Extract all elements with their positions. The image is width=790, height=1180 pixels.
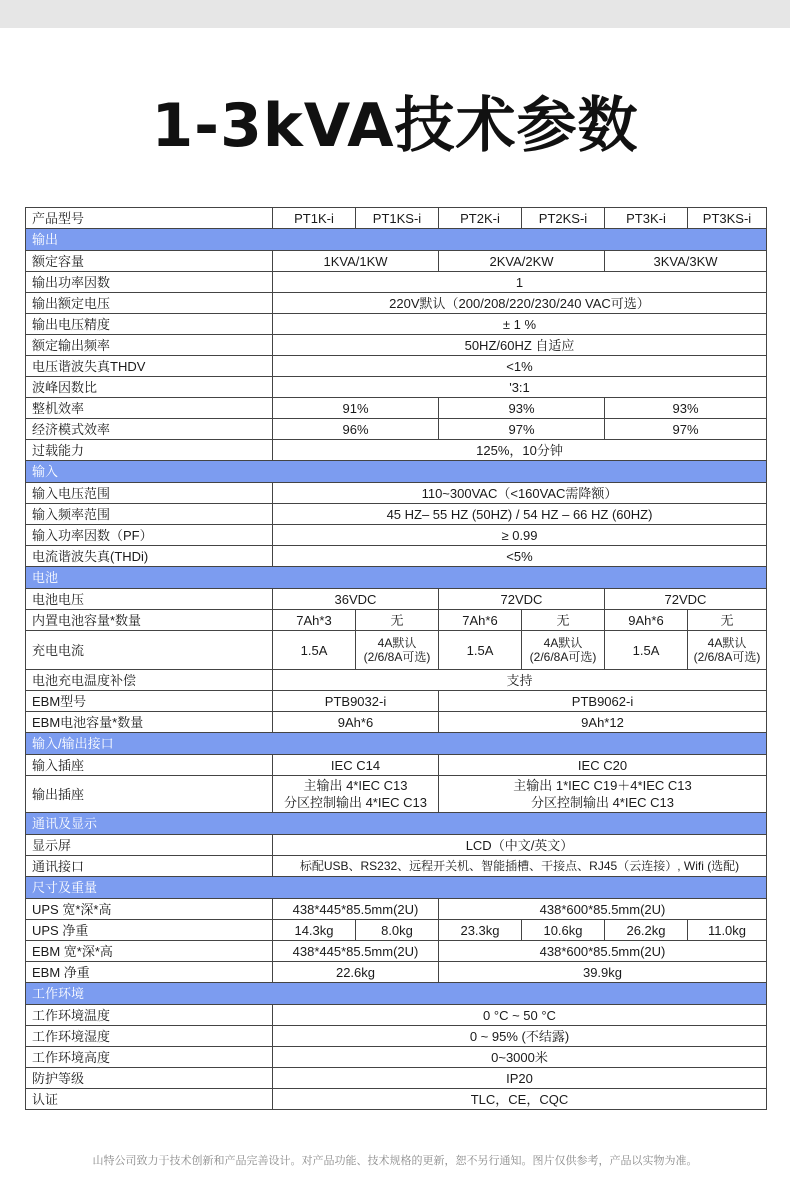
cell-value: LCD（中文/英文） — [273, 835, 767, 856]
row-label: 防护等级 — [26, 1068, 273, 1089]
table-row — [26, 631, 767, 670]
cell-value: 438*445*85.5mm(2U) — [273, 941, 439, 962]
cell-value: 97% — [439, 419, 605, 440]
row-label: 整机效率 — [26, 398, 273, 419]
cell-value: 22.6kg — [273, 962, 439, 983]
table-row — [26, 314, 767, 335]
row-label: 波峰因数比 — [26, 377, 273, 398]
table-row — [26, 525, 767, 546]
cell-value: 26.2kg — [605, 920, 688, 941]
table-row-header — [26, 208, 767, 229]
row-label: 输入功率因数（PF） — [26, 525, 273, 546]
table-row — [26, 610, 767, 631]
cell-value: 无 — [522, 610, 605, 631]
cell-value: 9Ah*6 — [273, 712, 439, 733]
cell-value: 93% — [605, 398, 767, 419]
table-row — [26, 712, 767, 733]
model-name: PT2K-i — [439, 208, 522, 229]
cell-value: 9Ah*6 — [605, 610, 688, 631]
table-row — [26, 293, 767, 314]
cell-value: 7Ah*3 — [273, 610, 356, 631]
cell-value: 96% — [273, 419, 439, 440]
cell-value: 1.5A — [605, 631, 688, 670]
cell-value: 4A默认 (2/6/8A可选) — [522, 631, 605, 670]
cell-value: 45 HZ– 55 HZ (50HZ) / 54 HZ – 66 HZ (60HZ) — [273, 504, 767, 525]
row-label: UPS 宽*深*高 — [26, 899, 273, 920]
table-row — [26, 899, 767, 920]
cell-value: 7Ah*6 — [439, 610, 522, 631]
table-row — [26, 1047, 767, 1068]
cell-value: 438*600*85.5mm(2U) — [439, 941, 767, 962]
table-row — [26, 1026, 767, 1047]
cell-value: 无 — [688, 610, 767, 631]
table-row — [26, 962, 767, 983]
cell-value: 0 °C ~ 50 °C — [273, 1005, 767, 1026]
cell-value: 110~300VAC（<160VAC需降额） — [273, 483, 767, 504]
cell-value: 支持 — [273, 670, 767, 691]
cell-value: PTB9032-i — [273, 691, 439, 712]
cell-value: TLC，CE，CQC — [273, 1089, 767, 1110]
cell-value: 8.0kg — [356, 920, 439, 941]
cell-value: 1KVA/1KW — [273, 251, 439, 272]
model-name: PT1K-i — [273, 208, 356, 229]
cell-value: <1% — [273, 356, 767, 377]
table-row — [26, 670, 767, 691]
table-row — [26, 589, 767, 610]
row-label: 输入频率范围 — [26, 504, 273, 525]
section-header-battery: 电池 — [26, 567, 767, 589]
cell-value: 91% — [273, 398, 439, 419]
table-row — [26, 335, 767, 356]
row-label: 显示屏 — [26, 835, 273, 856]
row-label: EBM电池容量*数量 — [26, 712, 273, 733]
cell-value: 72VDC — [605, 589, 767, 610]
cell-value: 10.6kg — [522, 920, 605, 941]
table-row — [26, 356, 767, 377]
row-label: 额定输出频率 — [26, 335, 273, 356]
table-row — [26, 483, 767, 504]
model-name: PT1KS-i — [356, 208, 439, 229]
cell-value: 1.5A — [273, 631, 356, 670]
table-row — [26, 856, 767, 877]
table-row — [26, 272, 767, 293]
section-header-input: 输入 — [26, 461, 767, 483]
cell-value: 1.5A — [439, 631, 522, 670]
section-header-comm: 通讯及显示 — [26, 813, 767, 835]
cell-value: 50HZ/60HZ 自适应 — [273, 335, 767, 356]
cell-value: 125%，10分钟 — [273, 440, 767, 461]
section-header-env: 工作环境 — [26, 983, 767, 1005]
cell-value: 39.9kg — [439, 962, 767, 983]
row-label: 工作环境湿度 — [26, 1026, 273, 1047]
cell-value: 72VDC — [439, 589, 605, 610]
row-label: EBM 净重 — [26, 962, 273, 983]
row-label: 电池电压 — [26, 589, 273, 610]
table-row — [26, 440, 767, 461]
cell-value: IEC C14 — [273, 755, 439, 776]
row-label: 输入插座 — [26, 755, 273, 776]
cell-value: PTB9062-i — [439, 691, 767, 712]
cell-value: 97% — [605, 419, 767, 440]
cell-value: 1 — [273, 272, 767, 293]
table-row — [26, 398, 767, 419]
table-row — [26, 1089, 767, 1110]
footer-note: 山特公司致力于技术创新和产品完善设计。对产品功能、技术规格的更新，恕不另行通知。图片仅供参考，产品以实物为准。 — [92, 1155, 698, 1167]
row-label: EBM型号 — [26, 691, 273, 712]
cell-value: '3:1 — [273, 377, 767, 398]
table-row — [26, 546, 767, 567]
row-label: 内置电池容量*数量 — [26, 610, 273, 631]
model-name: PT3K-i — [605, 208, 688, 229]
cell-value: 无 — [356, 610, 439, 631]
table-row — [26, 920, 767, 941]
cell-value: 0 ~ 95% (不结露) — [273, 1026, 767, 1047]
row-label: 额定容量 — [26, 251, 273, 272]
cell-value: 4A默认 (2/6/8A可选) — [688, 631, 767, 670]
cell-value: 主输出 4*IEC C13 分区控制输出 4*IEC C13 — [273, 776, 439, 813]
row-label: 输出插座 — [26, 776, 273, 813]
cell-value: 23.3kg — [439, 920, 522, 941]
cell-value: IEC C20 — [439, 755, 767, 776]
section-header-output: 输出 — [26, 229, 767, 251]
cell-value: 220V默认（200/208/220/230/240 VAC可选） — [273, 293, 767, 314]
row-label: 过载能力 — [26, 440, 273, 461]
cell-value: ± 1 % — [273, 314, 767, 335]
row-label: 经济模式效率 — [26, 419, 273, 440]
spec-table — [25, 207, 767, 1110]
table-row — [26, 691, 767, 712]
cell-value: ≥ 0.99 — [273, 525, 767, 546]
section-header-interface: 输入/输出接口 — [26, 733, 767, 755]
top-bar — [0, 0, 790, 28]
cell-value: 标配USB、RS232、远程开关机、智能插槽、干接点、RJ45（云连接）, Wifi (选配) — [273, 856, 767, 877]
table-row — [26, 419, 767, 440]
row-label: EBM 宽*深*高 — [26, 941, 273, 962]
table-row — [26, 755, 767, 776]
table-row — [26, 504, 767, 525]
table-row — [26, 251, 767, 272]
cell-value: 93% — [439, 398, 605, 419]
cell-value: 4A默认 (2/6/8A可选) — [356, 631, 439, 670]
table-row — [26, 1068, 767, 1089]
table-row — [26, 1005, 767, 1026]
cell-value: 438*445*85.5mm(2U) — [273, 899, 439, 920]
row-label: 工作环境高度 — [26, 1047, 273, 1068]
table-row — [26, 941, 767, 962]
row-label: 认证 — [26, 1089, 273, 1110]
row-label: 输出额定电压 — [26, 293, 273, 314]
header-label: 产品型号 — [26, 208, 273, 229]
row-label: 充电电流 — [26, 631, 273, 670]
row-label: 工作环境温度 — [26, 1005, 273, 1026]
cell-value: 9Ah*12 — [439, 712, 767, 733]
row-label: 电流谐波失真(THDi) — [26, 546, 273, 567]
row-label: 输出电压精度 — [26, 314, 273, 335]
model-name: PT2KS-i — [522, 208, 605, 229]
model-name: PT3KS-i — [688, 208, 767, 229]
cell-value: 14.3kg — [273, 920, 356, 941]
cell-value: 主输出 1*IEC C19＋4*IEC C13 分区控制输出 4*IEC C13 — [439, 776, 767, 813]
cell-value: IP20 — [273, 1068, 767, 1089]
section-header-size: 尺寸及重量 — [26, 877, 767, 899]
table-row — [26, 835, 767, 856]
cell-value: 11.0kg — [688, 920, 767, 941]
cell-value: 3KVA/3KW — [605, 251, 767, 272]
table-row — [26, 776, 767, 813]
cell-value: 2KVA/2KW — [439, 251, 605, 272]
cell-value: 438*600*85.5mm(2U) — [439, 899, 767, 920]
row-label: 通讯接口 — [26, 856, 273, 877]
cell-value: 36VDC — [273, 589, 439, 610]
table-row — [26, 377, 767, 398]
row-label: 输出功率因数 — [26, 272, 273, 293]
row-label: 电池充电温度补偿 — [26, 670, 273, 691]
cell-value: <5% — [273, 546, 767, 567]
page-title: 1-3kVA技术参数 — [151, 91, 639, 161]
row-label: 电压谐波失真THDV — [26, 356, 273, 377]
row-label: 输入电压范围 — [26, 483, 273, 504]
row-label: UPS 净重 — [26, 920, 273, 941]
cell-value: 0~3000米 — [273, 1047, 767, 1068]
